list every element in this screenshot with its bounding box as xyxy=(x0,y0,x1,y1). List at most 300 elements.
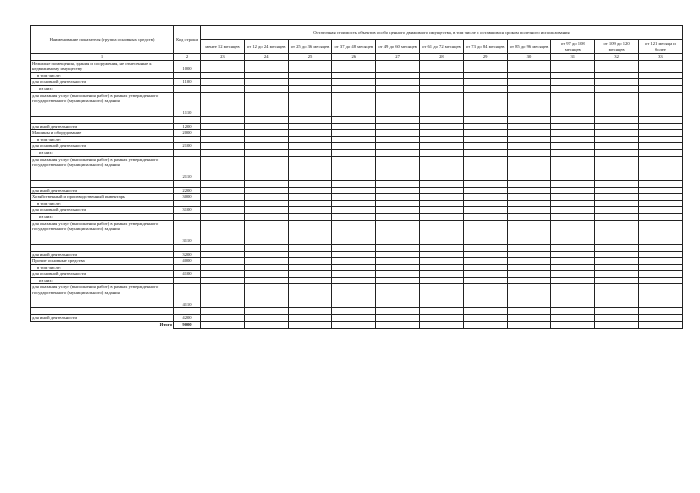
value-cell[interactable] xyxy=(551,315,595,322)
value-cell[interactable] xyxy=(638,251,682,258)
value-cell[interactable] xyxy=(595,79,639,86)
value-cell[interactable] xyxy=(332,116,376,123)
total-value-cell[interactable] xyxy=(376,322,420,329)
value-cell[interactable] xyxy=(201,123,245,130)
value-cell[interactable] xyxy=(507,315,551,322)
value-cell[interactable] xyxy=(463,315,507,322)
value-cell[interactable] xyxy=(419,315,463,322)
value-cell[interactable] xyxy=(244,116,288,123)
value-cell[interactable] xyxy=(638,130,682,137)
value-cell[interactable] xyxy=(244,85,288,92)
value-cell[interactable] xyxy=(244,308,288,315)
value-cell[interactable] xyxy=(419,213,463,220)
value-cell[interactable] xyxy=(595,180,639,187)
value-cell[interactable] xyxy=(551,123,595,130)
value-cell[interactable] xyxy=(507,143,551,150)
value-cell[interactable] xyxy=(638,92,682,116)
value-cell[interactable] xyxy=(507,123,551,130)
value-cell[interactable] xyxy=(463,271,507,278)
value-cell[interactable] xyxy=(551,194,595,201)
value-cell[interactable] xyxy=(463,207,507,214)
value-cell[interactable] xyxy=(638,244,682,251)
total-value-cell[interactable] xyxy=(595,322,639,329)
value-cell[interactable] xyxy=(463,180,507,187)
value-cell[interactable] xyxy=(201,284,245,308)
value-cell[interactable] xyxy=(551,72,595,79)
value-cell[interactable] xyxy=(595,60,639,72)
value-cell[interactable] xyxy=(551,156,595,180)
value-cell[interactable] xyxy=(244,244,288,251)
value-cell[interactable] xyxy=(419,156,463,180)
value-cell[interactable] xyxy=(244,130,288,137)
value-cell[interactable] xyxy=(201,213,245,220)
value-cell[interactable] xyxy=(507,60,551,72)
value-cell[interactable] xyxy=(244,200,288,207)
value-cell[interactable] xyxy=(638,315,682,322)
value-cell[interactable] xyxy=(332,258,376,265)
total-value-cell[interactable] xyxy=(288,322,332,329)
value-cell[interactable] xyxy=(376,85,420,92)
value-cell[interactable] xyxy=(201,180,245,187)
value-cell[interactable] xyxy=(244,271,288,278)
value-cell[interactable] xyxy=(507,72,551,79)
value-cell[interactable] xyxy=(638,308,682,315)
value-cell[interactable] xyxy=(201,85,245,92)
value-cell[interactable] xyxy=(551,284,595,308)
total-value-cell[interactable] xyxy=(463,322,507,329)
value-cell[interactable] xyxy=(244,79,288,86)
value-cell[interactable] xyxy=(595,136,639,143)
value-cell[interactable] xyxy=(551,130,595,137)
value-cell[interactable] xyxy=(332,79,376,86)
value-cell[interactable] xyxy=(595,200,639,207)
value-cell[interactable] xyxy=(201,116,245,123)
value-cell[interactable] xyxy=(332,284,376,308)
value-cell[interactable] xyxy=(463,72,507,79)
total-value-cell[interactable] xyxy=(507,322,551,329)
value-cell[interactable] xyxy=(376,258,420,265)
value-cell[interactable] xyxy=(595,116,639,123)
value-cell[interactable] xyxy=(288,207,332,214)
value-cell[interactable] xyxy=(419,194,463,201)
value-cell[interactable] xyxy=(376,271,420,278)
value-cell[interactable] xyxy=(244,149,288,156)
value-cell[interactable] xyxy=(595,72,639,79)
value-cell[interactable] xyxy=(201,200,245,207)
value-cell[interactable] xyxy=(201,143,245,150)
value-cell[interactable] xyxy=(419,130,463,137)
value-cell[interactable] xyxy=(332,271,376,278)
value-cell[interactable] xyxy=(244,143,288,150)
value-cell[interactable] xyxy=(376,116,420,123)
value-cell[interactable] xyxy=(376,180,420,187)
value-cell[interactable] xyxy=(638,220,682,244)
value-cell[interactable] xyxy=(463,220,507,244)
value-cell[interactable] xyxy=(419,271,463,278)
value-cell[interactable] xyxy=(638,207,682,214)
value-cell[interactable] xyxy=(551,308,595,315)
value-cell[interactable] xyxy=(463,149,507,156)
value-cell[interactable] xyxy=(595,258,639,265)
value-cell[interactable] xyxy=(244,123,288,130)
value-cell[interactable] xyxy=(463,85,507,92)
value-cell[interactable] xyxy=(376,130,420,137)
value-cell[interactable] xyxy=(463,130,507,137)
value-cell[interactable] xyxy=(332,200,376,207)
value-cell[interactable] xyxy=(638,213,682,220)
value-cell[interactable] xyxy=(244,284,288,308)
value-cell[interactable] xyxy=(507,156,551,180)
value-cell[interactable] xyxy=(376,187,420,194)
value-cell[interactable] xyxy=(595,143,639,150)
value-cell[interactable] xyxy=(201,149,245,156)
value-cell[interactable] xyxy=(638,116,682,123)
value-cell[interactable] xyxy=(419,207,463,214)
value-cell[interactable] xyxy=(551,85,595,92)
value-cell[interactable] xyxy=(201,308,245,315)
value-cell[interactable] xyxy=(201,244,245,251)
value-cell[interactable] xyxy=(638,277,682,284)
value-cell[interactable] xyxy=(595,123,639,130)
value-cell[interactable] xyxy=(595,284,639,308)
value-cell[interactable] xyxy=(419,92,463,116)
value-cell[interactable] xyxy=(244,251,288,258)
value-cell[interactable] xyxy=(376,251,420,258)
value-cell[interactable] xyxy=(507,277,551,284)
value-cell[interactable] xyxy=(376,277,420,284)
total-value-cell[interactable] xyxy=(638,322,682,329)
value-cell[interactable] xyxy=(638,136,682,143)
value-cell[interactable] xyxy=(551,116,595,123)
value-cell[interactable] xyxy=(463,79,507,86)
value-cell[interactable] xyxy=(288,213,332,220)
value-cell[interactable] xyxy=(463,60,507,72)
value-cell[interactable] xyxy=(595,187,639,194)
value-cell[interactable] xyxy=(288,60,332,72)
value-cell[interactable] xyxy=(507,187,551,194)
value-cell[interactable] xyxy=(376,156,420,180)
value-cell[interactable] xyxy=(376,200,420,207)
value-cell[interactable] xyxy=(332,130,376,137)
value-cell[interactable] xyxy=(376,207,420,214)
value-cell[interactable] xyxy=(288,194,332,201)
value-cell[interactable] xyxy=(638,264,682,271)
value-cell[interactable] xyxy=(244,187,288,194)
value-cell[interactable] xyxy=(332,60,376,72)
total-value-cell[interactable] xyxy=(551,322,595,329)
value-cell[interactable] xyxy=(288,308,332,315)
value-cell[interactable] xyxy=(332,85,376,92)
value-cell[interactable] xyxy=(376,213,420,220)
value-cell[interactable] xyxy=(551,149,595,156)
value-cell[interactable] xyxy=(376,194,420,201)
value-cell[interactable] xyxy=(638,143,682,150)
value-cell[interactable] xyxy=(288,315,332,322)
value-cell[interactable] xyxy=(595,194,639,201)
value-cell[interactable] xyxy=(507,194,551,201)
value-cell[interactable] xyxy=(507,284,551,308)
value-cell[interactable] xyxy=(376,315,420,322)
value-cell[interactable] xyxy=(638,194,682,201)
value-cell[interactable] xyxy=(638,72,682,79)
value-cell[interactable] xyxy=(332,277,376,284)
value-cell[interactable] xyxy=(551,136,595,143)
value-cell[interactable] xyxy=(244,92,288,116)
value-cell[interactable] xyxy=(244,220,288,244)
value-cell[interactable] xyxy=(595,149,639,156)
value-cell[interactable] xyxy=(463,116,507,123)
value-cell[interactable] xyxy=(376,264,420,271)
value-cell[interactable] xyxy=(201,264,245,271)
value-cell[interactable] xyxy=(332,123,376,130)
value-cell[interactable] xyxy=(595,308,639,315)
total-value-cell[interactable] xyxy=(201,322,245,329)
value-cell[interactable] xyxy=(288,264,332,271)
value-cell[interactable] xyxy=(595,130,639,137)
value-cell[interactable] xyxy=(463,251,507,258)
value-cell[interactable] xyxy=(244,207,288,214)
value-cell[interactable] xyxy=(419,220,463,244)
value-cell[interactable] xyxy=(638,284,682,308)
value-cell[interactable] xyxy=(507,79,551,86)
value-cell[interactable] xyxy=(288,156,332,180)
value-cell[interactable] xyxy=(376,284,420,308)
value-cell[interactable] xyxy=(638,180,682,187)
value-cell[interactable] xyxy=(288,143,332,150)
value-cell[interactable] xyxy=(201,220,245,244)
value-cell[interactable] xyxy=(332,136,376,143)
value-cell[interactable] xyxy=(551,258,595,265)
value-cell[interactable] xyxy=(288,85,332,92)
value-cell[interactable] xyxy=(201,207,245,214)
value-cell[interactable] xyxy=(288,180,332,187)
value-cell[interactable] xyxy=(201,277,245,284)
value-cell[interactable] xyxy=(419,123,463,130)
value-cell[interactable] xyxy=(244,277,288,284)
value-cell[interactable] xyxy=(244,136,288,143)
value-cell[interactable] xyxy=(201,60,245,72)
value-cell[interactable] xyxy=(244,264,288,271)
value-cell[interactable] xyxy=(551,92,595,116)
value-cell[interactable] xyxy=(419,264,463,271)
value-cell[interactable] xyxy=(463,308,507,315)
value-cell[interactable] xyxy=(507,264,551,271)
value-cell[interactable] xyxy=(551,277,595,284)
value-cell[interactable] xyxy=(551,271,595,278)
value-cell[interactable] xyxy=(201,194,245,201)
value-cell[interactable] xyxy=(419,79,463,86)
value-cell[interactable] xyxy=(507,136,551,143)
value-cell[interactable] xyxy=(376,244,420,251)
value-cell[interactable] xyxy=(332,180,376,187)
value-cell[interactable] xyxy=(595,207,639,214)
value-cell[interactable] xyxy=(638,271,682,278)
value-cell[interactable] xyxy=(551,180,595,187)
value-cell[interactable] xyxy=(463,258,507,265)
value-cell[interactable] xyxy=(288,271,332,278)
value-cell[interactable] xyxy=(638,60,682,72)
value-cell[interactable] xyxy=(638,85,682,92)
value-cell[interactable] xyxy=(288,136,332,143)
value-cell[interactable] xyxy=(288,92,332,116)
value-cell[interactable] xyxy=(419,200,463,207)
value-cell[interactable] xyxy=(638,200,682,207)
value-cell[interactable] xyxy=(551,200,595,207)
value-cell[interactable] xyxy=(376,72,420,79)
value-cell[interactable] xyxy=(595,244,639,251)
value-cell[interactable] xyxy=(288,284,332,308)
value-cell[interactable] xyxy=(595,213,639,220)
value-cell[interactable] xyxy=(638,123,682,130)
value-cell[interactable] xyxy=(419,284,463,308)
value-cell[interactable] xyxy=(419,258,463,265)
value-cell[interactable] xyxy=(201,187,245,194)
value-cell[interactable] xyxy=(201,130,245,137)
value-cell[interactable] xyxy=(288,79,332,86)
value-cell[interactable] xyxy=(507,251,551,258)
value-cell[interactable] xyxy=(595,85,639,92)
value-cell[interactable] xyxy=(288,72,332,79)
value-cell[interactable] xyxy=(419,143,463,150)
value-cell[interactable] xyxy=(332,213,376,220)
value-cell[interactable] xyxy=(595,92,639,116)
value-cell[interactable] xyxy=(463,277,507,284)
value-cell[interactable] xyxy=(463,143,507,150)
value-cell[interactable] xyxy=(201,251,245,258)
value-cell[interactable] xyxy=(463,136,507,143)
value-cell[interactable] xyxy=(244,180,288,187)
value-cell[interactable] xyxy=(507,85,551,92)
value-cell[interactable] xyxy=(507,200,551,207)
value-cell[interactable] xyxy=(638,156,682,180)
value-cell[interactable] xyxy=(551,60,595,72)
value-cell[interactable] xyxy=(244,213,288,220)
value-cell[interactable] xyxy=(201,315,245,322)
value-cell[interactable] xyxy=(376,220,420,244)
value-cell[interactable] xyxy=(463,187,507,194)
value-cell[interactable] xyxy=(332,72,376,79)
value-cell[interactable] xyxy=(201,271,245,278)
value-cell[interactable] xyxy=(244,258,288,265)
value-cell[interactable] xyxy=(551,244,595,251)
value-cell[interactable] xyxy=(507,258,551,265)
value-cell[interactable] xyxy=(332,143,376,150)
value-cell[interactable] xyxy=(332,315,376,322)
value-cell[interactable] xyxy=(201,92,245,116)
value-cell[interactable] xyxy=(463,213,507,220)
value-cell[interactable] xyxy=(551,143,595,150)
value-cell[interactable] xyxy=(551,264,595,271)
value-cell[interactable] xyxy=(201,156,245,180)
value-cell[interactable] xyxy=(419,244,463,251)
value-cell[interactable] xyxy=(463,92,507,116)
value-cell[interactable] xyxy=(463,194,507,201)
value-cell[interactable] xyxy=(507,180,551,187)
value-cell[interactable] xyxy=(201,72,245,79)
value-cell[interactable] xyxy=(288,187,332,194)
value-cell[interactable] xyxy=(507,207,551,214)
value-cell[interactable] xyxy=(332,264,376,271)
value-cell[interactable] xyxy=(244,194,288,201)
value-cell[interactable] xyxy=(463,264,507,271)
total-value-cell[interactable] xyxy=(332,322,376,329)
value-cell[interactable] xyxy=(419,251,463,258)
value-cell[interactable] xyxy=(551,187,595,194)
value-cell[interactable] xyxy=(244,72,288,79)
value-cell[interactable] xyxy=(288,244,332,251)
value-cell[interactable] xyxy=(288,149,332,156)
value-cell[interactable] xyxy=(638,79,682,86)
value-cell[interactable] xyxy=(376,123,420,130)
value-cell[interactable] xyxy=(419,187,463,194)
value-cell[interactable] xyxy=(376,143,420,150)
value-cell[interactable] xyxy=(507,149,551,156)
value-cell[interactable] xyxy=(595,251,639,258)
value-cell[interactable] xyxy=(376,79,420,86)
value-cell[interactable] xyxy=(507,244,551,251)
value-cell[interactable] xyxy=(551,220,595,244)
value-cell[interactable] xyxy=(507,271,551,278)
value-cell[interactable] xyxy=(244,315,288,322)
value-cell[interactable] xyxy=(376,136,420,143)
value-cell[interactable] xyxy=(463,244,507,251)
value-cell[interactable] xyxy=(332,92,376,116)
value-cell[interactable] xyxy=(419,72,463,79)
value-cell[interactable] xyxy=(419,116,463,123)
value-cell[interactable] xyxy=(638,149,682,156)
value-cell[interactable] xyxy=(288,123,332,130)
value-cell[interactable] xyxy=(288,251,332,258)
value-cell[interactable] xyxy=(551,251,595,258)
value-cell[interactable] xyxy=(595,271,639,278)
value-cell[interactable] xyxy=(288,200,332,207)
value-cell[interactable] xyxy=(419,308,463,315)
value-cell[interactable] xyxy=(376,92,420,116)
value-cell[interactable] xyxy=(376,60,420,72)
value-cell[interactable] xyxy=(244,60,288,72)
value-cell[interactable] xyxy=(463,123,507,130)
value-cell[interactable] xyxy=(244,156,288,180)
value-cell[interactable] xyxy=(419,60,463,72)
value-cell[interactable] xyxy=(463,156,507,180)
value-cell[interactable] xyxy=(288,258,332,265)
value-cell[interactable] xyxy=(288,130,332,137)
total-value-cell[interactable] xyxy=(244,322,288,329)
value-cell[interactable] xyxy=(638,258,682,265)
value-cell[interactable] xyxy=(201,79,245,86)
value-cell[interactable] xyxy=(376,308,420,315)
value-cell[interactable] xyxy=(551,79,595,86)
value-cell[interactable] xyxy=(332,308,376,315)
value-cell[interactable] xyxy=(507,92,551,116)
value-cell[interactable] xyxy=(288,116,332,123)
value-cell[interactable] xyxy=(332,149,376,156)
value-cell[interactable] xyxy=(419,277,463,284)
value-cell[interactable] xyxy=(419,149,463,156)
value-cell[interactable] xyxy=(595,220,639,244)
value-cell[interactable] xyxy=(595,315,639,322)
value-cell[interactable] xyxy=(595,156,639,180)
value-cell[interactable] xyxy=(551,213,595,220)
value-cell[interactable] xyxy=(507,213,551,220)
value-cell[interactable] xyxy=(507,220,551,244)
value-cell[interactable] xyxy=(419,85,463,92)
value-cell[interactable] xyxy=(507,130,551,137)
value-cell[interactable] xyxy=(463,200,507,207)
value-cell[interactable] xyxy=(332,244,376,251)
value-cell[interactable] xyxy=(288,220,332,244)
value-cell[interactable] xyxy=(201,136,245,143)
